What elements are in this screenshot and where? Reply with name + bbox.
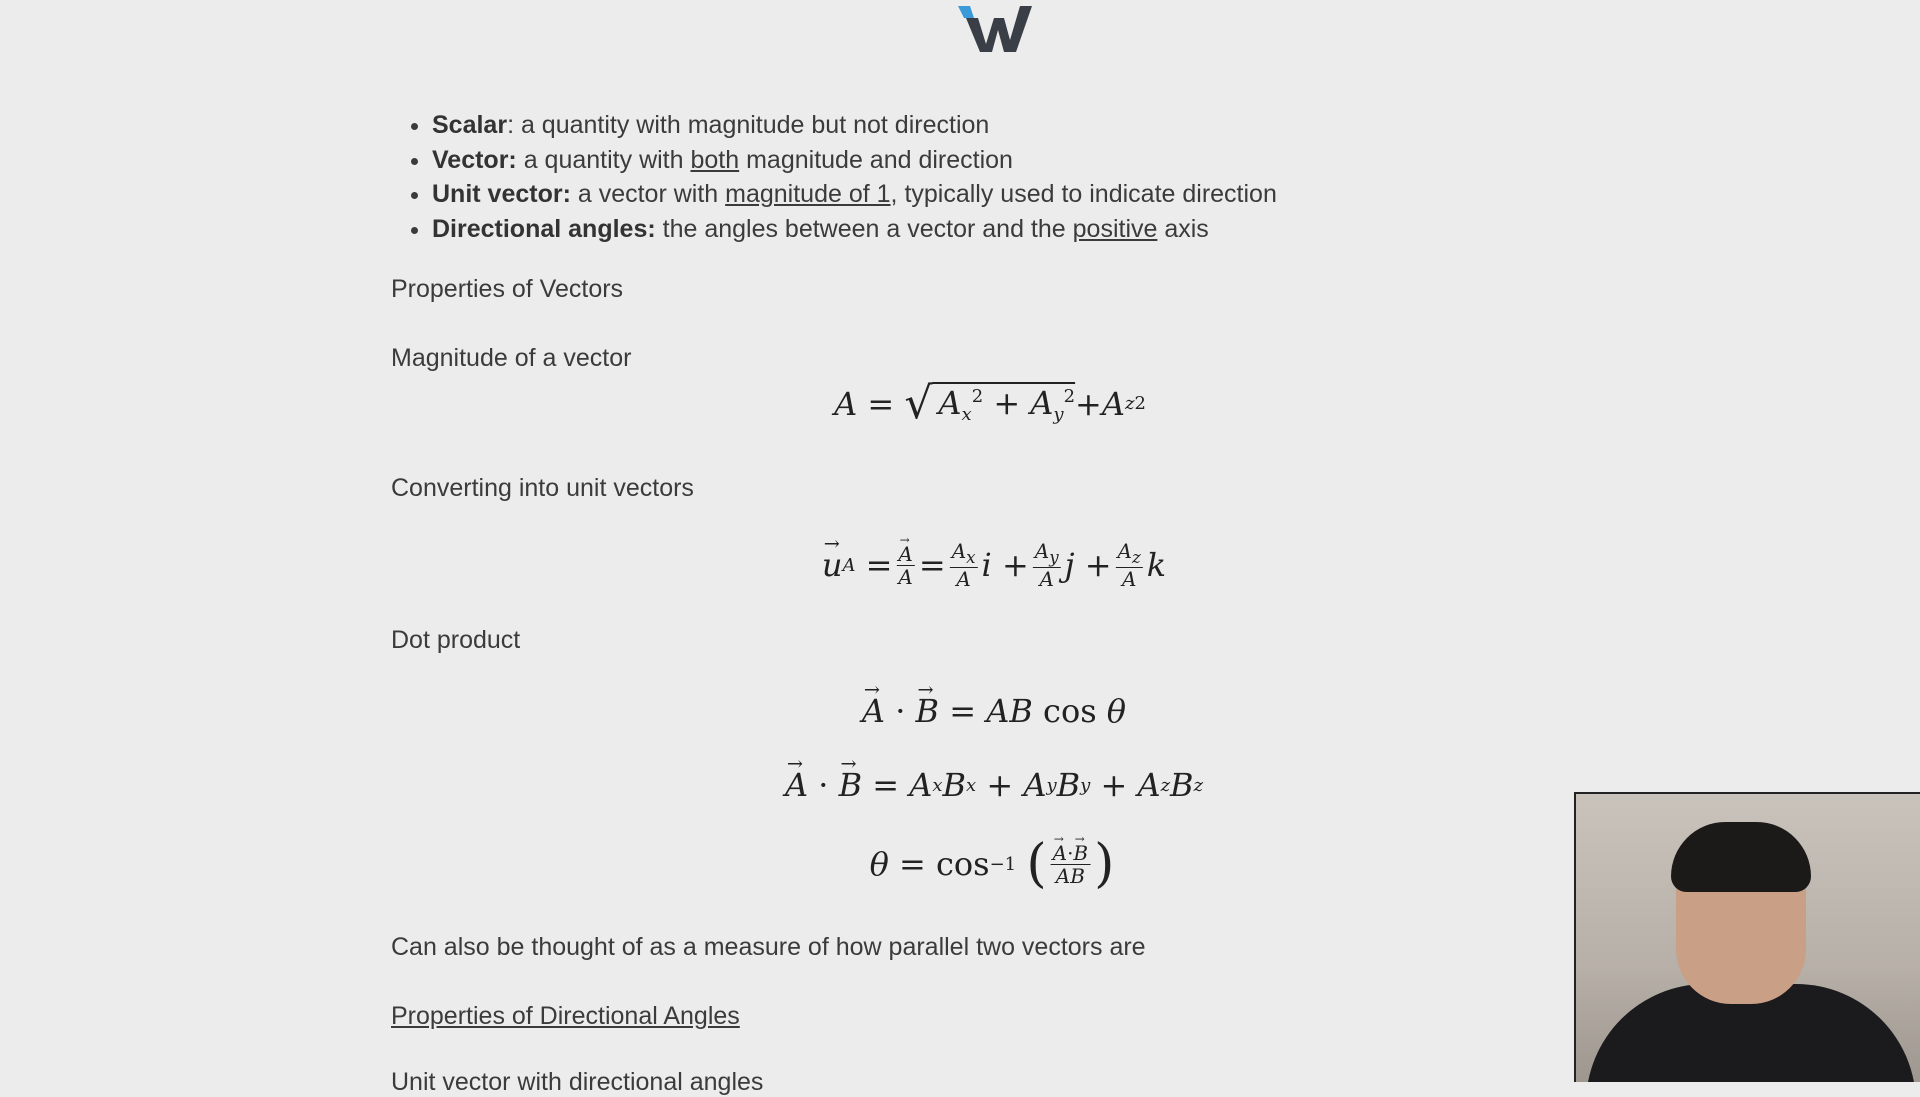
subheading-dot-product: Dot product: [391, 626, 521, 654]
definitions-list: [400, 108, 1277, 246]
list-item: • Scalar: a quantity with magnitude but not direction: [432, 108, 1277, 143]
dot-product-equation-1: → A · → B = AB cos θ: [862, 692, 1126, 730]
list-item: • Directional angles: the angles between a vector and the positive axis: [432, 212, 1277, 247]
list-item: • Vector: a quantity with both magnitude and direction: [432, 143, 1277, 178]
person-hair: [1671, 822, 1811, 892]
cutoff-text: Unit vector with directional angles: [391, 1068, 764, 1096]
dot-product-equation-2: → A · → B = A x B x + A y B y + A z B z: [785, 766, 1203, 804]
brand-logo: [958, 4, 1032, 54]
magnitude-equation: A = √ $A_x^2 + A_y^2$ + A z 2: [834, 378, 1146, 429]
section-heading-directional-angles: Properties of Directional Angles: [391, 1002, 740, 1030]
angle-equation: θ = cos −1 ( → $\frac{A\cdot\to B}{AB}$ ): [870, 834, 1115, 894]
parallel-note: Can also be thought of as a measure of how parallel two vectors are: [391, 933, 1146, 961]
section-heading: Properties of Vectors: [391, 275, 624, 303]
list-item: • Unit vector: a vector with magnitude of 1, typically used to indicate direction: [432, 177, 1277, 212]
subheading-magnitude: Magnitude of a vector: [391, 344, 632, 372]
subheading-converting: Converting into unit vectors: [391, 474, 694, 502]
unit-vector-equation: → u A = → $\frac{A}{A}$ = $\frac{A_x}{A}$ i + $\frac{A_y}{A}$ j + $\frac{A_z}{A}$ k: [822, 540, 1166, 590]
webcam-overlay: [1574, 792, 1920, 1082]
